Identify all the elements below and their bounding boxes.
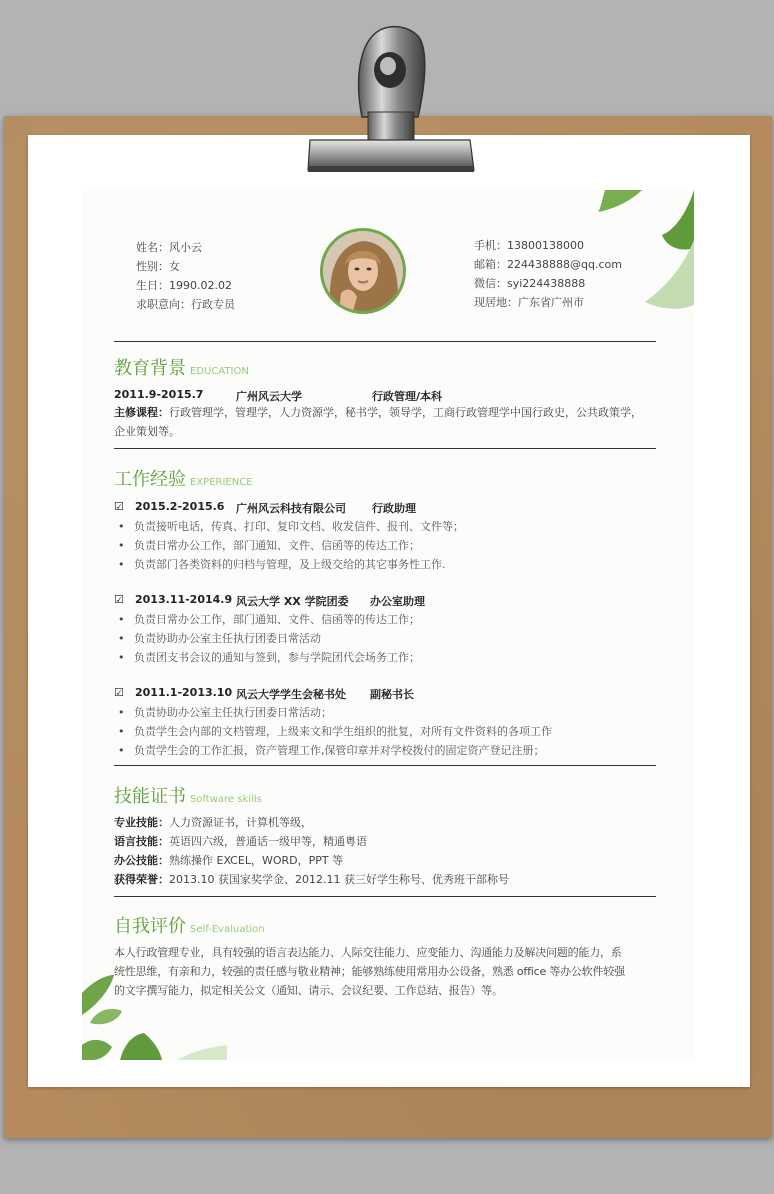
list-item-text: 负责接听电话，传真、打印、复印文档、收发信件、报刊、文件等； xyxy=(134,520,464,533)
divider xyxy=(114,765,656,766)
list-item-text: 负责日常办公工作，部门通知、文件、信函等的传达工作； xyxy=(134,613,420,626)
checkbox-icon: ☑ xyxy=(114,500,124,513)
list-item-text: 负责日常办公工作，部门通知、文件、信函等的传达工作； xyxy=(134,539,420,552)
bullet-icon: • xyxy=(118,520,125,533)
experience-title-cn: 工作经验 xyxy=(114,469,186,490)
job-header xyxy=(114,593,425,608)
education-title-cn: 教育背景 xyxy=(114,358,186,379)
courses-line2: 企业策划等。 xyxy=(114,425,180,438)
resume-page xyxy=(82,190,694,1060)
bullet-icon: • xyxy=(118,539,125,552)
skills-list xyxy=(114,813,509,889)
skill-value: 英语四六级，普通话一级甲等，精通粤语 xyxy=(169,835,367,848)
job-role: 副秘书长 xyxy=(370,688,414,701)
gender-text: 性别：女 xyxy=(136,260,180,273)
divider xyxy=(114,896,656,897)
self-eval-title-en: Self-Evaluation xyxy=(190,924,265,935)
job-company: 风云大学 XX 学院团委 xyxy=(236,595,349,608)
binder-clip-icon xyxy=(300,22,480,182)
name-text: 姓名：风小云 xyxy=(136,241,202,254)
job-header xyxy=(114,500,416,515)
skill-item xyxy=(114,870,509,889)
portrait-icon xyxy=(323,231,403,311)
list-item-text: 负责部门各类资料的归档与管理，及上级交给的其它事务性工作. xyxy=(134,558,446,571)
skill-label: 语言技能： xyxy=(114,835,169,848)
list-item xyxy=(118,518,464,534)
list-item-text: 负责学生会的工作汇报，资产管理工作,保管印章并对学校拨付的固定资产登记注册； xyxy=(134,744,545,757)
avatar xyxy=(320,228,406,314)
self-eval-text xyxy=(114,943,659,1000)
birthday-text: 生日：1990.02.02 xyxy=(136,279,232,292)
education-major: 行政管理/本科 xyxy=(372,390,443,403)
self-eval-line: 统性思维，有亲和力，较强的责任感与敬业精神；能够熟练使用常用办公设备，熟悉 office 等办公软件较强 xyxy=(114,965,625,978)
education-courses xyxy=(114,403,659,441)
bullet-icon: • xyxy=(118,651,125,664)
email-text: 邮箱：224438888@qq.com xyxy=(474,258,622,271)
personal-info-left xyxy=(136,238,235,314)
skills-title-cn: 技能证书 xyxy=(114,786,186,807)
list-item xyxy=(118,742,545,758)
skill-label: 获得荣誉： xyxy=(114,873,169,886)
divider xyxy=(114,448,656,449)
job-period: 2015.2-2015.6 xyxy=(135,500,225,513)
bullet-icon: • xyxy=(118,558,125,571)
divider xyxy=(114,341,656,342)
list-item xyxy=(118,611,420,627)
skill-value: 2013.10 获国家奖学金、2012.11 获三好学生称号、优秀班干部称号 xyxy=(169,873,509,886)
list-item-text: 负责协助办公室主任执行团委日常活动 xyxy=(134,632,321,645)
self-eval-title-cn: 自我评价 xyxy=(114,916,186,937)
skill-value: 熟练操作 EXCEL，WORD，PPT 等 xyxy=(169,854,344,867)
list-item xyxy=(118,649,420,665)
job-period: 2013.11-2014.9 xyxy=(135,593,233,606)
education-school: 广州风云大学 xyxy=(236,390,302,403)
bullet-icon: • xyxy=(118,632,125,645)
skill-label: 专业技能： xyxy=(114,816,169,829)
self-eval-line: 的文字撰写能力，拟定相关公文（通知、请示、会议纪要、工作总结、报告）等。 xyxy=(114,984,503,997)
experience-title xyxy=(114,465,253,491)
skill-item xyxy=(114,832,509,851)
bullet-icon: • xyxy=(118,706,125,719)
list-item xyxy=(118,723,552,739)
checkbox-icon: ☑ xyxy=(114,686,124,699)
skill-item xyxy=(114,813,509,832)
wechat-text: 微信：syi224438888 xyxy=(474,277,586,290)
education-period: 2011.9-2015.7 xyxy=(114,388,204,401)
list-item xyxy=(118,556,446,572)
skill-value: 人力资源证书，计算机等级， xyxy=(169,816,312,829)
list-item xyxy=(118,704,332,720)
job-company: 风云大学学生会秘书处 xyxy=(236,688,346,701)
job-role: 行政助理 xyxy=(372,502,416,515)
skills-title-en: Software skills xyxy=(190,794,262,805)
experience-title-en: EXPERIENCE xyxy=(190,477,253,488)
self-eval-line: 本人行政管理专业，具有较强的语言表达能力、人际交往能力、应变能力、沟通能力及解决问题的能力，系 xyxy=(114,946,622,959)
courses-label: 主修课程： xyxy=(114,406,169,419)
list-item-text: 负责学生会内部的文档管理，上级来文和学生组织的批复，对所有文件资料的各项工作 xyxy=(134,725,552,738)
address-text: 现居地：广东省广州市 xyxy=(474,296,584,309)
skill-label: 办公技能： xyxy=(114,854,169,867)
courses-line1: 行政管理学，管理学，人力资源学，秘书学，领导学，工商行政管理学中国行政史，公共政策学， xyxy=(169,406,642,419)
list-item-text: 负责协助办公室主任执行团委日常活动； xyxy=(134,706,332,719)
bullet-icon: • xyxy=(118,744,125,757)
education-title-en: EDUCATION xyxy=(190,366,249,377)
skills-title xyxy=(114,782,262,808)
job-company: 广州风云科技有限公司 xyxy=(236,502,346,515)
skill-item xyxy=(114,851,509,870)
objective-text: 求职意向：行政专员 xyxy=(136,298,235,311)
personal-info-right xyxy=(474,236,622,312)
list-item xyxy=(118,630,321,646)
phone-text: 手机：13800138000 xyxy=(474,239,584,252)
job-header xyxy=(114,686,414,701)
checkbox-icon: ☑ xyxy=(114,593,124,606)
education-title xyxy=(114,354,249,380)
job-role: 办公室助理 xyxy=(370,595,425,608)
list-item xyxy=(118,537,420,553)
bullet-icon: • xyxy=(118,725,125,738)
list-item-text: 负责团支书会议的通知与签到，参与学院团代会场务工作； xyxy=(134,651,420,664)
bullet-icon: • xyxy=(118,613,125,626)
job-period: 2011.1-2013.10 xyxy=(135,686,233,699)
self-eval-title xyxy=(114,912,265,938)
